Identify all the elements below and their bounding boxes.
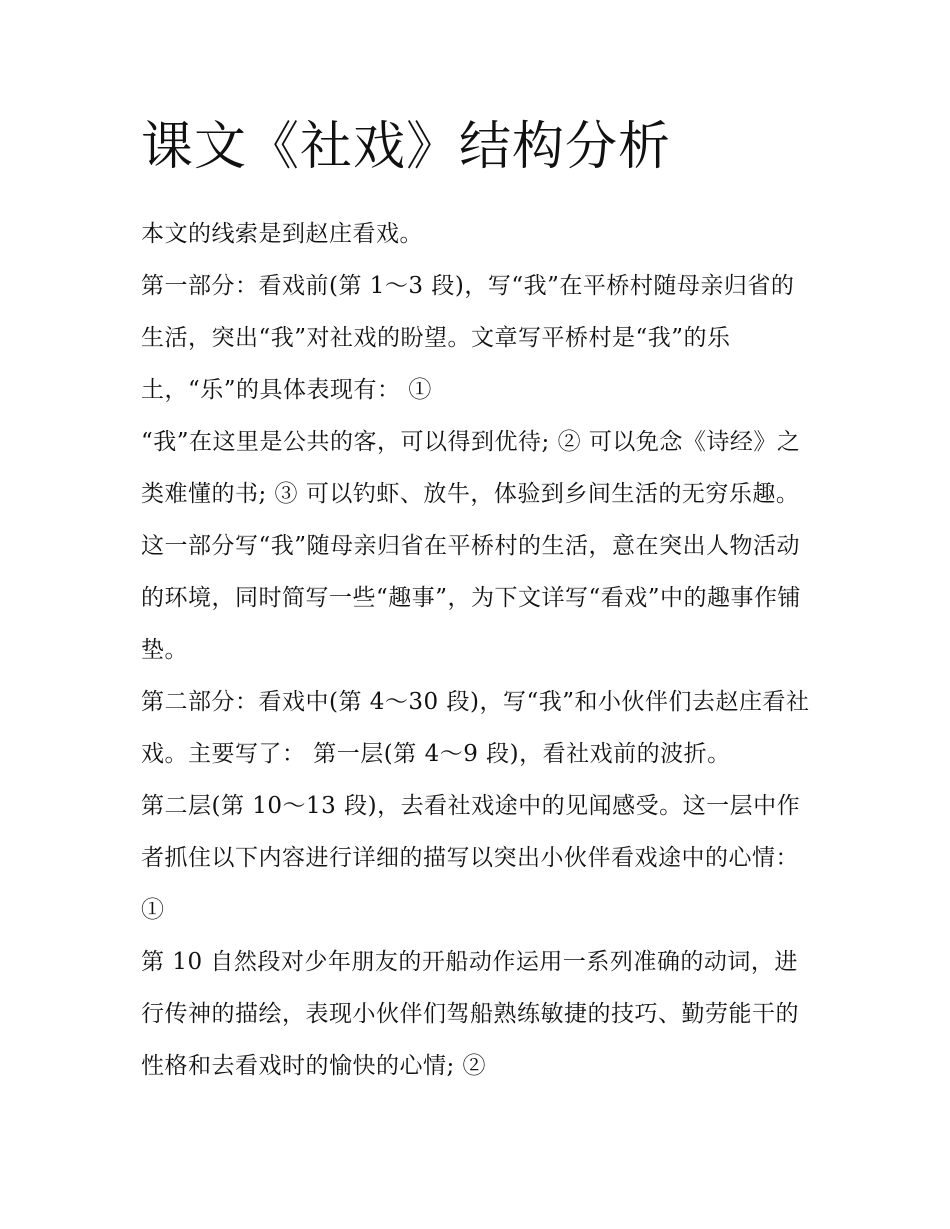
paragraph-layer-two: 第二层(第 10～13 段)，去看社戏途中的见闻感受。这一层中作者抓住以下内容进行详细的描写以突出小伙伴看戏途中的心情： ① bbox=[141, 793, 801, 923]
paragraph-part-two: 第二部分：看戏中(第 4～30 段)，写“我”和小伙伴们去赵庄看社戏。主要写了： 第一层(第 4～9 段)，看社戏前的波折。 bbox=[141, 689, 810, 767]
paragraph-section-ten: 第 10 自然段对少年朋友的开船动作运用一系列准确的动词，进行传神的描绘，表现小伙伴们驾船熟练敏捷的技巧、勤劳能干的性格和去看戏时的愉快的心情; ② bbox=[141, 949, 799, 1079]
paragraph-clue: 本文的线索是到赵庄看戏。 bbox=[141, 221, 423, 247]
paragraph-part-one-summary: 这一部分写“我”随母亲归省在平桥村的生活，意在突出人物活动的环境，同时简写一些“趣事”，为下文详写“看戏”中的趣事作铺垫。 bbox=[141, 533, 802, 663]
paragraph-part-one: 第一部分：看戏前(第 1～3 段)，写“我”在平桥村随母亲归省的生活，突出“我”对社戏的盼望。文章写平桥村是“我”的乐土，“乐”的具体表现有： ① bbox=[141, 273, 795, 403]
paragraph-part-one-list: “我”在这里是公共的客，可以得到优待; ② 可以免念《诗经》之类难懂的书; ③ 可以钓虾、放牛，体验到乡间生活的无穷乐趣。 bbox=[141, 429, 801, 507]
document-page bbox=[141, 112, 816, 1092]
document-title: 课文《社戏》结构分析 bbox=[141, 117, 672, 177]
